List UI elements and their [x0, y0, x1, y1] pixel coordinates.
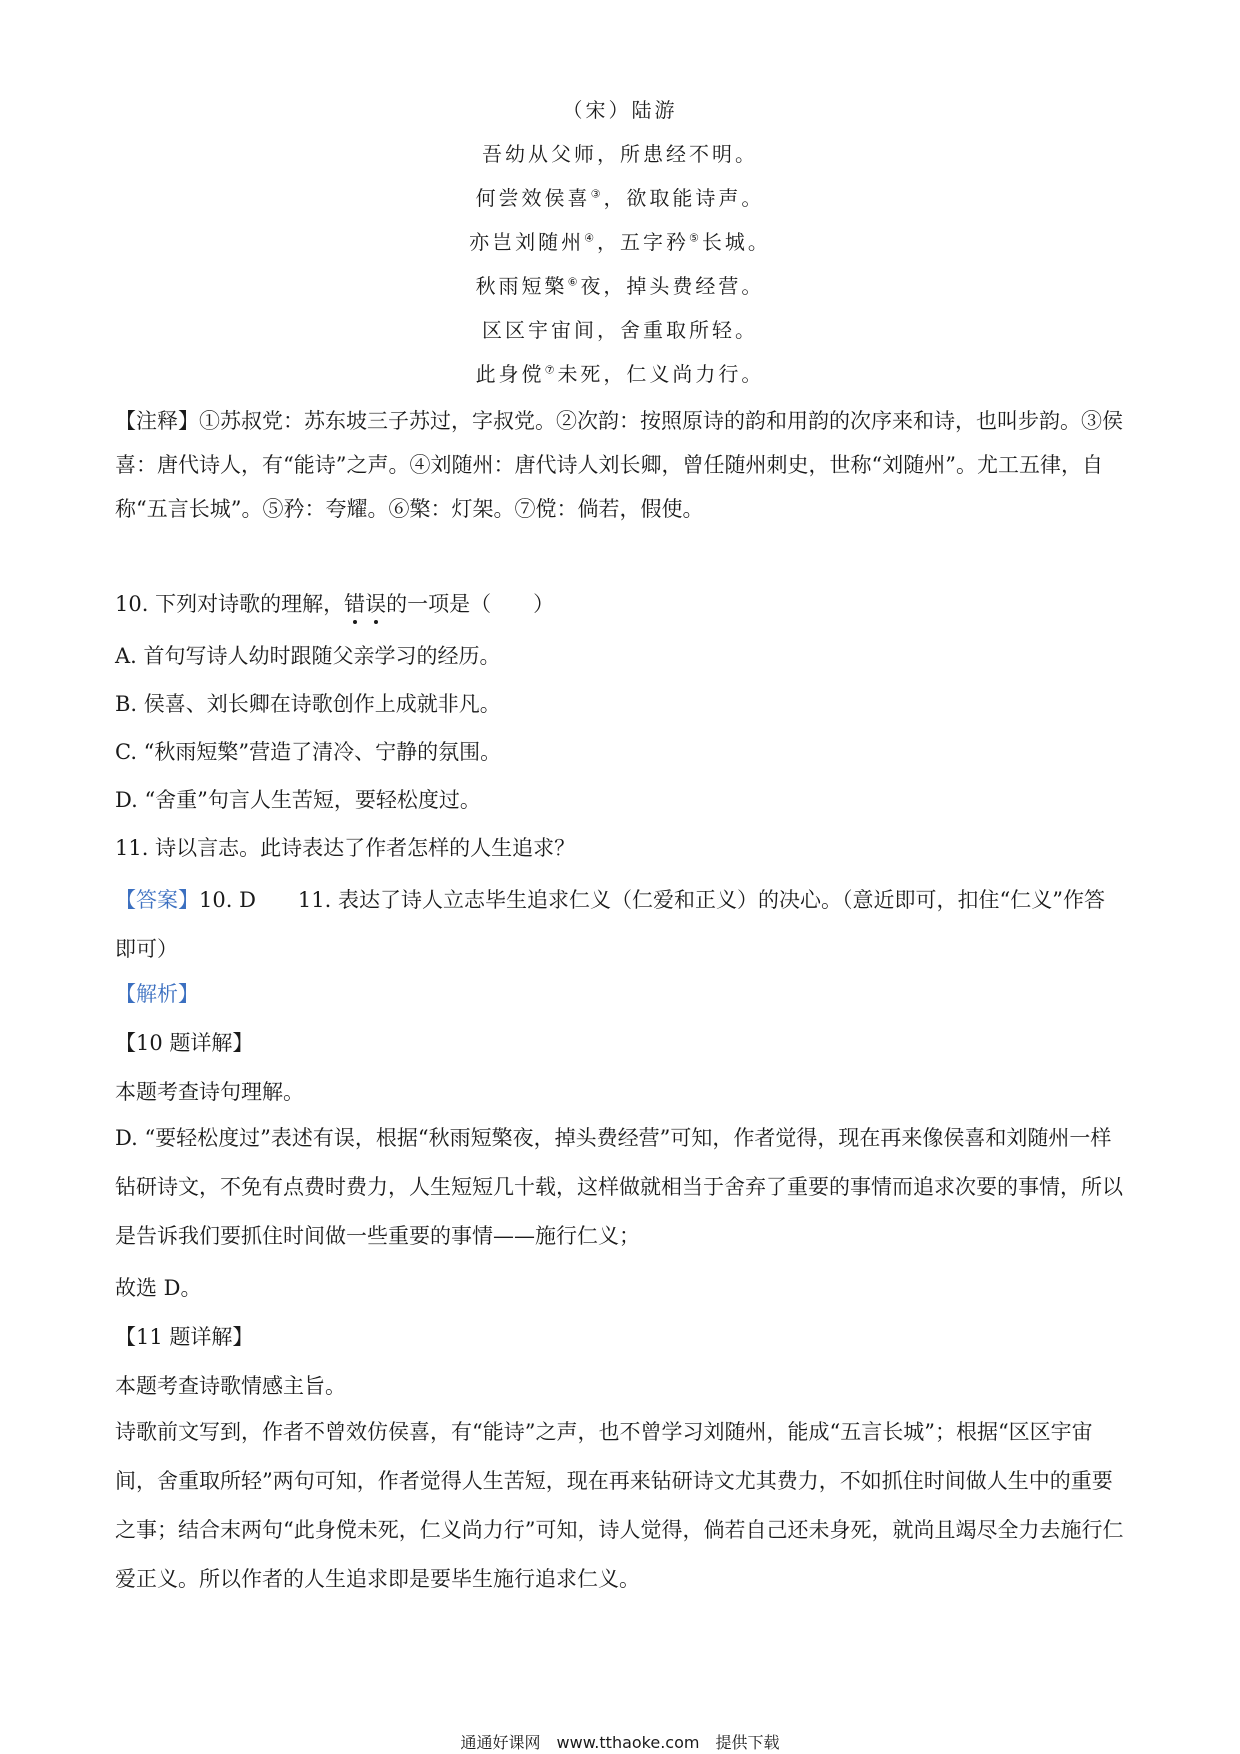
answer-block	[115, 876, 1125, 974]
annotation-text: ①苏叔党：苏东坡三子苏过，字叔党。②次韵：按照原诗的韵和用韵的次序来和诗，也叫步韵。③侯喜：唐代诗人，有“能诗”之声。④刘随州：唐代诗人刘长卿，曾任随州刺史，世称“刘随州”。尤工五律，自称“五言长城”。⑤矜：夸耀。⑥檠：灯架。⑦傥：倘若，假使。	[115, 409, 1123, 521]
poem-line-4: 秋雨短檠⑥夜，掉头费经营。	[475, 274, 765, 298]
q10-detail-choice: 故选 D。	[115, 1276, 202, 1300]
poem-line-6: 此身傥⑦未死，仁义尚力行。	[475, 362, 765, 386]
question-10-option-d: D. “舍重”句言人生苦短，要轻松度过。	[115, 788, 481, 812]
answer-label: 【答案】	[115, 888, 199, 912]
q11-detail-heading: 【11 题详解】	[115, 1325, 254, 1349]
poem-line-3: 亦岂刘随州④，五字矜⑤长城。	[469, 230, 771, 254]
question-10-option-a: A. 首句写诗人幼时跟随父亲学习的经历。	[115, 644, 501, 668]
q10-detail-body: D. “要轻松度过”表述有误，根据“秋雨短檠夜，掉头费经营”可知，作者觉得，现在再来像侯喜和刘随州一样钻研诗文，不免有点费时费力，人生短短几十载，这样做就相当于舍弃了重要的事情而追求次要的事情，所以是告诉我们要抓住时间做一些重要的事情——施行仁义；	[115, 1126, 1123, 1248]
poem-author: （宋）陆游	[562, 98, 678, 122]
answer-text: 10. D 11. 表达了诗人立志毕生追求仁义（仁爱和正义）的决心。（意近即可，扣住“仁义”作答即可）	[115, 888, 1105, 961]
annotation-label: 【注释】	[115, 409, 199, 433]
question-10-option-c: C. “秋雨短檠”营造了清冷、宁静的氛围。	[115, 740, 502, 764]
question-10-stem: 10. 下列对诗歌的理解，错误的一项是（ ）	[115, 592, 555, 616]
poem-line-2: 何尝效侯喜③，欲取能诗声。	[475, 186, 765, 210]
poem-line-1: 吾幼从父师，所患经不明。	[482, 142, 758, 166]
annotation-block	[115, 399, 1125, 531]
analysis-label: 【解析】	[115, 982, 199, 1006]
q10-detail-topic: 本题考查诗句理解。	[115, 1080, 304, 1104]
q11-detail-body: 诗歌前文写到，作者不曾效仿侯喜，有“能诗”之声，也不曾学习刘随州，能成“五言长城”；根据“区区宇宙间，舍重取所轻”两句可知，作者觉得人生苦短，现在再来钻研诗文尤其费力，不如抓住时间做人生中的重要之事；结合末两句“此身傥未死，仁义尚力行”可知，诗人觉得，倘若自己还未身死，就尚且竭尽全力去施行仁爱正义。所以作者的人生追求即是要毕生施行追求仁义。	[115, 1420, 1124, 1591]
q11-detail-topic: 本题考查诗歌情感主旨。	[115, 1374, 346, 1398]
question-11-stem: 11. 诗以言志。此诗表达了作者怎样的人生追求？	[115, 836, 576, 860]
question-10-option-b: B. 侯喜、刘长卿在诗歌创作上成就非凡。	[115, 692, 501, 716]
poem-line-5: 区区宇宙间，舍重取所轻。	[482, 318, 758, 342]
q10-detail-heading: 【10 题详解】	[115, 1031, 254, 1055]
page-footer: 通通好课网 www.tthaoke.com 提供下载	[460, 1733, 780, 1752]
